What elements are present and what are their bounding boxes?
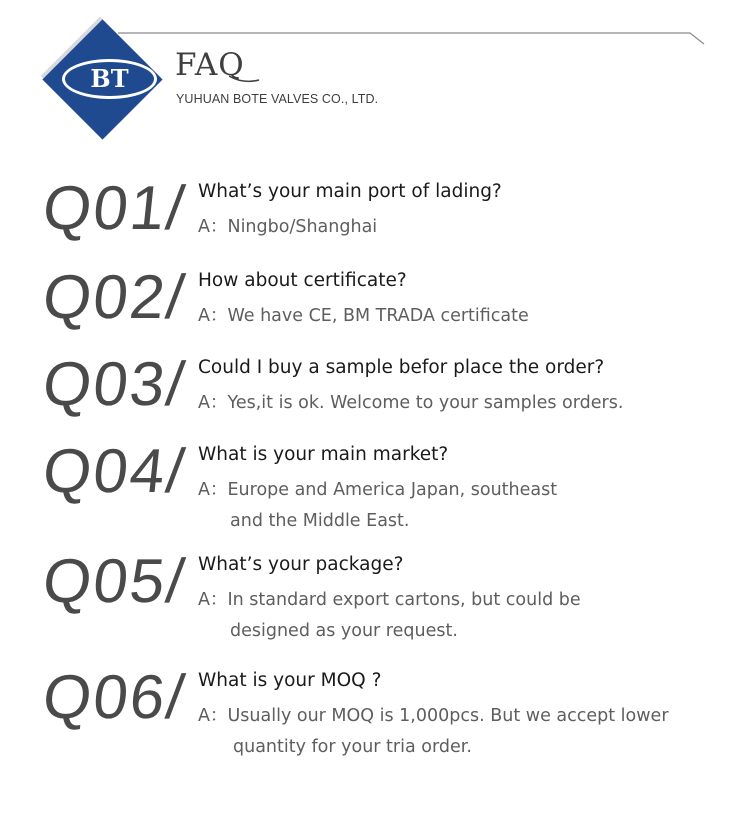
question-text: Could I buy a sample befor place the order? [198, 357, 605, 378]
question-number: Q01/ [39, 174, 190, 243]
question-number: Q06/ [39, 663, 190, 732]
question-number: Q05/ [39, 547, 190, 616]
question-text: What’s your package? [198, 554, 404, 575]
answer-line-2: designed as your request. [230, 621, 458, 641]
answer-text [198, 212, 718, 243]
answer-line-1: Usually our MOQ is 1,000pcs. But we accept lower [227, 706, 669, 726]
answer-prefix: A： [198, 217, 228, 237]
answer-line-2: and the Middle East. [230, 511, 410, 531]
answer-text [198, 475, 718, 537]
question-text: What is your MOQ ? [198, 670, 382, 691]
answer-text [198, 701, 718, 763]
question-number: Q03/ [39, 350, 190, 419]
answer-line-1: Europe and America Japan, southeast [227, 480, 558, 500]
answer-line-1: Yes,it is ok. Welcome to your samples orders. [227, 393, 624, 413]
title-swoosh [229, 72, 261, 86]
answer-prefix: A： [198, 706, 228, 726]
answer-text [198, 585, 718, 647]
question-number: Q02/ [39, 263, 190, 332]
question-text: What is your main market? [198, 444, 449, 465]
company-name: YUHUAN BOTE VALVES CO., LTD. [176, 92, 379, 106]
answer-prefix: A： [198, 480, 228, 500]
answer-line-1: Ningbo/Shanghai [227, 217, 378, 237]
question-text: How about certificate? [198, 270, 407, 291]
answer-prefix: A： [198, 590, 228, 610]
answer-text [198, 301, 718, 332]
answer-text [198, 388, 718, 419]
logo-oval [62, 59, 157, 99]
answer-line-1: In standard export cartons, but could be [227, 590, 581, 610]
question-text: What’s your main port of lading? [198, 181, 502, 202]
question-number: Q04/ [39, 437, 190, 506]
page-title: FAQ [175, 47, 245, 83]
answer-prefix: A： [198, 393, 228, 413]
answer-line-1: We have CE, BM TRADA certificate [227, 306, 529, 326]
logo-text: BT [90, 64, 129, 93]
answer-prefix: A： [198, 306, 228, 326]
answer-line-2: quantity for your tria order. [233, 737, 472, 757]
